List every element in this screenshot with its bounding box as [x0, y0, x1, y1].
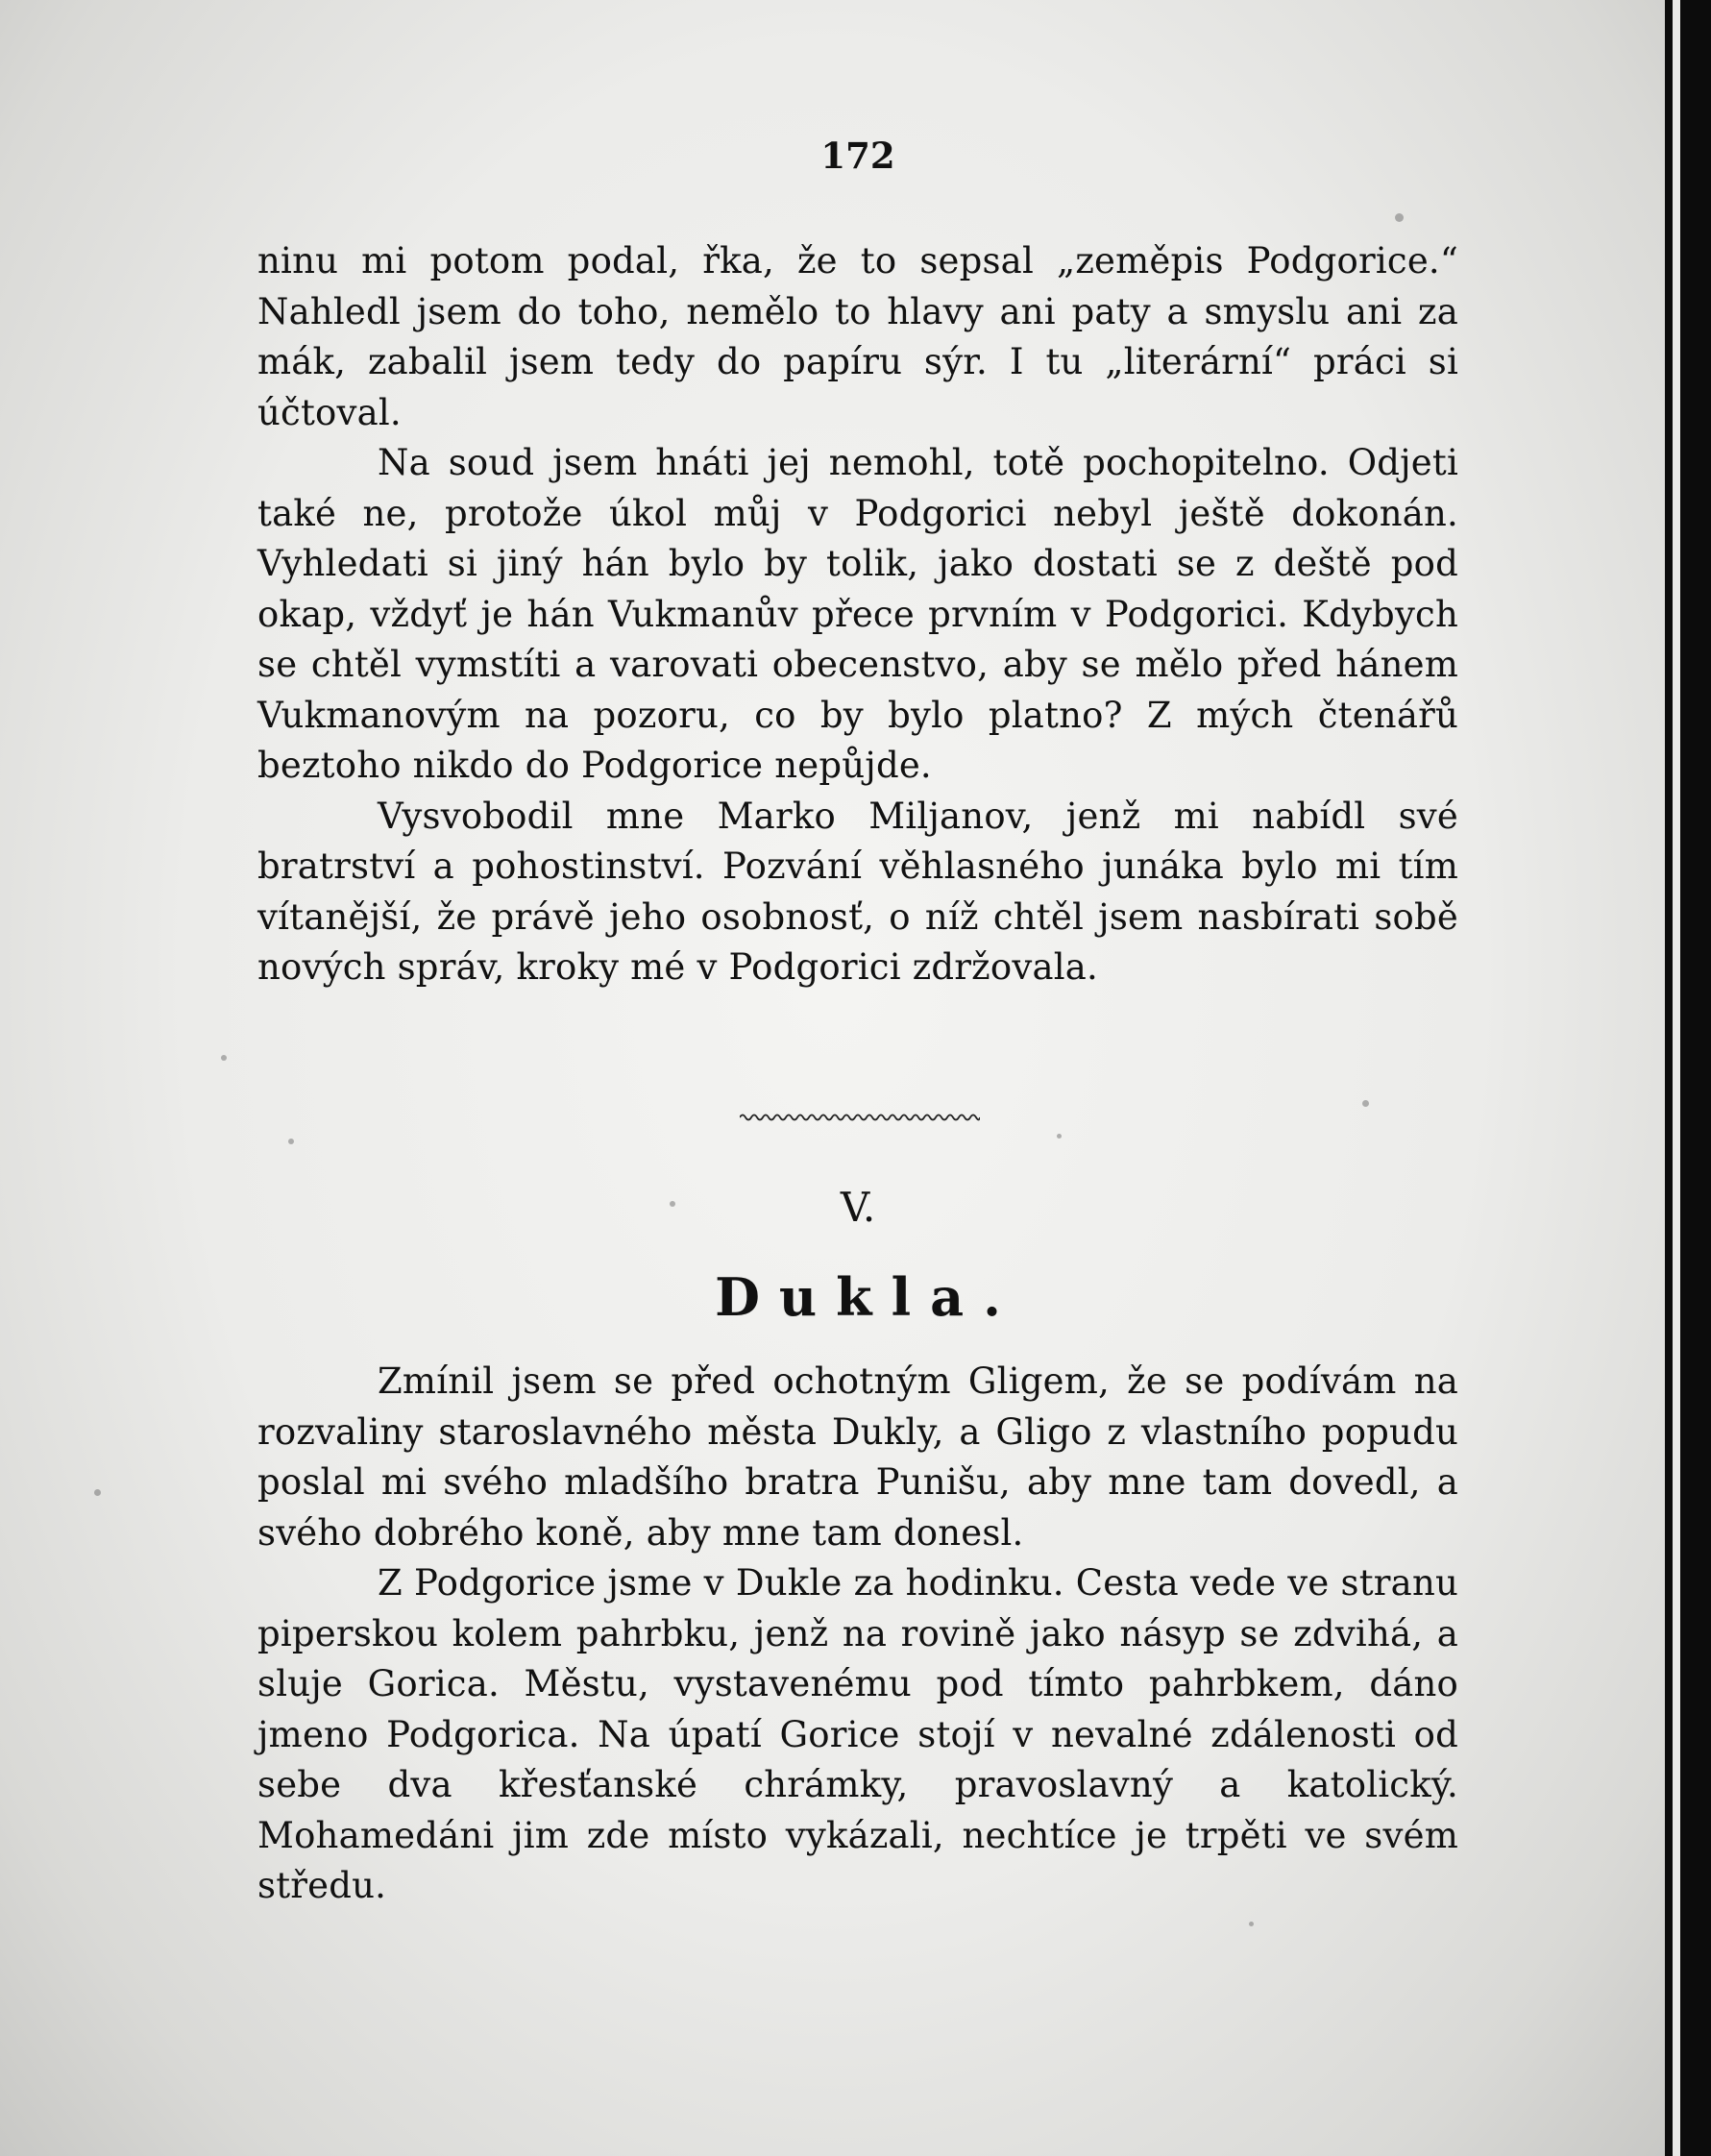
scan-speck: [1057, 1134, 1062, 1139]
paragraph: Zmínil jsem se před ochotným Gligem, že se podívám na rozvaliny staroslavného města Dukly, a Gligo z vlastního popudu poslal mi svého mladšího bratra Punišu, aby mne tam dovedl, a svého dobrého koně, aby mne tam donesl.: [257, 1360, 1458, 1554]
text-block-bottom: [257, 1357, 1458, 1912]
paragraph: Na soud jsem hnáti jej nemohl, totě pochopitelno. Odjeti také ne, protože úkol můj v Podgorici nebyl ještě dokonán. Vyhledati si jiný hán bylo by tolik, jako dostati se z deště pod okap, vždyť je hán Vukmanův přece prvním v Podgorici. Kdybych se chtěl vymstíti a varovati obecenstvo, aby se mělo před hánem Vukmanovým na pozoru, co by bylo platno? Z mých čtenářů beztoho nikdo do Podgorice nepůjde.: [257, 442, 1458, 786]
chapter-number: V.: [840, 1184, 876, 1231]
paragraph: Z Podgorice jsme v Dukle za hodinku. Cesta vede ve stranu piperskou kolem pahrbku, jenž na rovině jako násyp se zdvihá, a sluje Gorica. Městu, vystavenému pod tímto pahrbkem, dáno jmeno Podgorica. Na úpatí Gorice stojí v nevalné zdálenosti od sebe dva křesťanské chrámky, pravoslavný a katolický. Mohamedáni jim zde místo vykázali, nechtíce je trpěti ve svém středu.: [257, 1562, 1458, 1906]
chapter-title: Dukla.: [715, 1266, 1020, 1328]
scan-speck: [1362, 1100, 1369, 1107]
scan-border: [1665, 0, 1711, 2156]
scan-speck: [1249, 1922, 1254, 1926]
paragraph: ninu mi potom podal, řka, že to sepsal „zeměpis Podgorice.“ Nahledl jsem do toho, nemělo to hlavy ani paty a smyslu ani za mák, zabalil jsem tedy do papíru sýr. I tu „literární“ práci si účtoval.: [257, 240, 1458, 433]
scan-speck: [1395, 213, 1404, 222]
scan-speck: [221, 1055, 227, 1061]
paragraph: Vysvobodil mne Marko Miljanov, jenž mi nabídl své bratrství a pohostinství. Pozvání věhlasného junáka bylo mi tím vítanější, že právě jeho osobnosť, o níž chtěl jsem nasbírati sobě nových správ, kroky mé v Podgorici zdržovala.: [257, 795, 1458, 988]
scan-speck: [94, 1489, 101, 1496]
page-edge-strip: [1673, 0, 1680, 2156]
wavy-divider-ornament: [740, 1112, 980, 1123]
scan-speck: [288, 1139, 294, 1144]
page-number: 172: [820, 135, 895, 177]
text-block-top: [257, 236, 1458, 993]
